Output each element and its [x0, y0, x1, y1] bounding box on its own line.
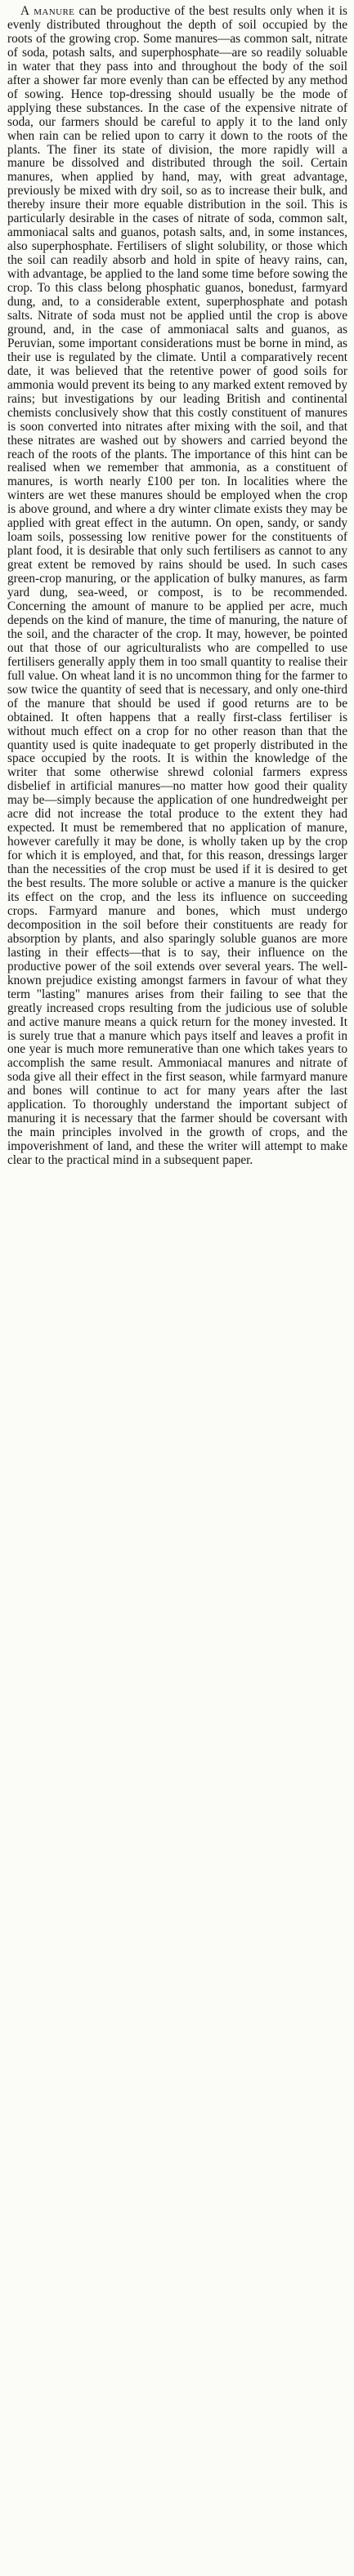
article-body [7, 5, 347, 1168]
lead-word: A manure [20, 4, 75, 18]
article-paragraph [7, 5, 347, 1168]
paragraph-text: can be productive of the best results only when it is evenly distributed throughout the depth of soil occupied by the roots of the growing crop. Some manures—as common salt, nitrate of soda, potash salts, and superphosphate—are so readily soluable in water that they pass into and throughout the body of the soil after a shower far more evenly than can be effected by any method of sowing. Hence top-dressing should usually be the mode of applying these substances. In the case of the expensive nitrate of soda, our farmers should be careful to apply it to the land only when rain can be relied upon to carry it down to the roots of the plants. The finer its state of division, the more rapidly will a manure be dissolved and distributed through the soil. Certain manures, when applied by hand, may, with great advantage, previously be mixed with dry soil, so as to increase their bulk, and thereby insure their more equable distribution in the soil. This is particularly desirable in the cases of nitrate of soda, common salt, ammoniacal salts and guanos, potash salts, and, in some instances, also superphosphate. Fertilisers of slight solubility, or those which the soil can readily absorb and hold in spite of heavy rains, can, with advantage, be applied to the land some time before sowing the crop. To this class belong phosphatic guanos, bonedust, farmyard dung, and, to a considerable extent, superphosphate and potash salts. Nitrate of soda must not be applied until the crop is above ground, and, in the case of ammoniacal salts and guanos, as Peruvian, some important considerations must be borne in mind, as their use is regulated by the climate. Until a comparatively recent date, it was believed that the retentive power of good soils for ammonia would prevent its being to any marked extent removed by rains; but investigations by our leading British and continental chemists conclusively show that this costly constituent of manures is soon converted into nitrates after mixing with the soil, and that these nitrates are washed out by showers and carried beyond the reach of the roots of the plants. The importance of this hint can be realised when we remember that ammonia, as a constituent of manures, is worth nearly £100 per ton. In localities where the winters are wet these manures should be employed when the crop is above ground, and where a dry winter climate exists they may be applied with great effect in the autumn. On open, sandy, or sandy loam soils, possessing low renitive power for the constituents of plant food, it is desirable that only such fertilisers as cannot to any great extent be removed by rains should be used. In such cases green-crop manuring, or the application of bulky manures, as farm yard dung, sea-weed, or compost, is to be recommended. Concerning the amount of manure to be applied per acre, much depends on the kind of manure, the time of manuring, the nature of the soil, and the character of the crop. It may, however, be pointed out that those of our agriculturalists who are compelled to use fertilisers generally apply them in too small quantity to realise their full value. On wheat land it is no uncommon thing for the farmer to sow twice the quantity of seed that is necessary, and only one-third of the manure that should be used if good returns are to be obtained. It often happens that a really first-class fertiliser is without much effect on a crop for no other reason than that the quantity used is quite inadequate to get properly distributed in the space occupied by the roots. It is within the knowledge of the writer that some otherwise shrewd colonial farmers express disbelief in artificial manures—no matter how good their quality may be—simply because the application of one hundredweight per acre did not increase the total produce to the extent they had expected. It must be remembered that no application of manure, however carefully it may be done, is wholly taken up by the crop for which it is employed, and that, for this reason, dressings larger than the necessities of the crop must be used if it is desired to get the best results. The more soluble or active a manure is the quicker its effect on the crop, and the less its influence on succeeding crops. Farmyard manure and bones, which must undergo decomposition in the soil before their constituents are ready for absorption by plants, and also sparingly soluble guanos are more lasting in their effects—that is to say, their influence on the productive power of the soil extends over several years. The well-known prejudice existing amongst farmers in favour of what they term "lasting" manures arises from their failing to see that the greatly increased crops resulting from the judicious use of soluble and active manure means a quick return for the money invested. It is surely true that a manure which pays itself and leaves a profit in one year is much more remunerative than one which takes years to accomplish the same result. Ammoniacal manures and nitrate of soda give all their effect in the first season, while farmyard manure and bones will continue to act for many years after the last application. To thoroughly understand the important subject of manuring it is necessary that the farmer should be coversant with the main principles involved in the growth of crops, and the impoverishment of land, and these the writer will attempt to make clear to the practical mind in a subsequent paper. [7, 4, 347, 1168]
